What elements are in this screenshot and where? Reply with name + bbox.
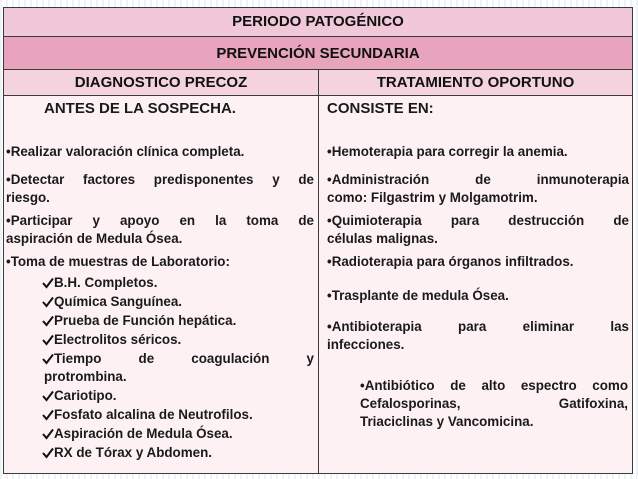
right-bullet-6-line-1: •Antibioterapia para eliminar las	[327, 319, 629, 334]
checkmark-icon	[42, 312, 54, 330]
right-bullet-1: •Hemoterapia para corregir la anemia.	[327, 144, 568, 159]
prevention-table	[3, 7, 633, 474]
checkmark-icon	[42, 274, 54, 292]
check-item: Fosfato alcalina de Neutrofilos.	[42, 406, 253, 424]
right-bullet-3-line-1: •Quimioterapia para destrucción de	[327, 213, 629, 228]
left-bullet-3-line-2: aspiración de Medula Ósea.	[6, 231, 183, 246]
check-item: Tiempo de coagulación y	[42, 350, 314, 368]
checkmark-icon	[42, 350, 54, 368]
left-heading: ANTES DE LA SOSPECHA.	[44, 100, 236, 117]
left-bullet-2-line-1: •Detectar factores predisponentes y de	[6, 172, 314, 187]
checkmark-icon	[42, 331, 54, 349]
checkmark-icon	[42, 444, 54, 462]
check-item: Química Sanguínea.	[42, 293, 182, 311]
check-item: Electrolitos séricos.	[42, 331, 181, 349]
left-column	[4, 96, 318, 473]
right-bullet-4: •Radioterapia para órganos infiltrados.	[327, 254, 574, 269]
check-item: B.H. Completos.	[42, 274, 157, 292]
subtitle-row	[4, 37, 632, 70]
left-bullet-1: •Realizar valoración clínica completa.	[6, 144, 245, 159]
checkmark-icon	[42, 425, 54, 443]
right-bullet-2-line-2: como: Filgastrim y Molgamotrim.	[327, 190, 538, 205]
check-item-continuation: protrombina.	[44, 369, 127, 384]
checkmark-icon	[42, 293, 54, 311]
right-bullet-2-line-1: •Administración de inmunoterapia	[327, 172, 629, 187]
right-sub-line-2: Cefalosporinas, Gatifoxina,	[360, 396, 628, 411]
right-bullet-3-line-2: células malignas.	[327, 231, 438, 246]
check-item: Aspiración de Medula Ósea.	[42, 425, 233, 443]
right-bullet-6-line-2: infecciones.	[327, 337, 405, 352]
left-bullet-3-line-1: •Participar y apoyo en la toma de	[6, 213, 314, 228]
title-row	[4, 8, 632, 37]
checkmark-icon	[42, 406, 54, 424]
right-bullet-5: •Trasplante de medula Ósea.	[327, 288, 509, 303]
checkmark-icon	[42, 387, 54, 405]
left-column-header: DIAGNOSTICO PRECOZ	[74, 74, 248, 91]
table-subtitle: PREVENCIÓN SECUNDARIA	[216, 45, 420, 62]
check-item: Prueba de Función hepática.	[42, 312, 236, 330]
left-bullet-2-line-2: riesgo.	[6, 190, 50, 205]
check-item: Cariotipo.	[42, 387, 117, 405]
right-sub-line-1: •Antibiótico de alto espectro como	[360, 378, 628, 393]
table-title: PERIODO PATOGÉNICO	[232, 13, 404, 30]
right-column-header: TRATAMIENTO OPORTUNO	[376, 74, 575, 91]
right-column	[319, 96, 632, 473]
right-heading: CONSISTE EN:	[327, 100, 434, 117]
check-item: RX de Tórax y Abdomen.	[42, 444, 212, 462]
right-sub-line-3: Triaciclinas y Vancomicina.	[360, 414, 534, 429]
left-bullet-4: •Toma de muestras de Laboratorio:	[6, 254, 230, 269]
